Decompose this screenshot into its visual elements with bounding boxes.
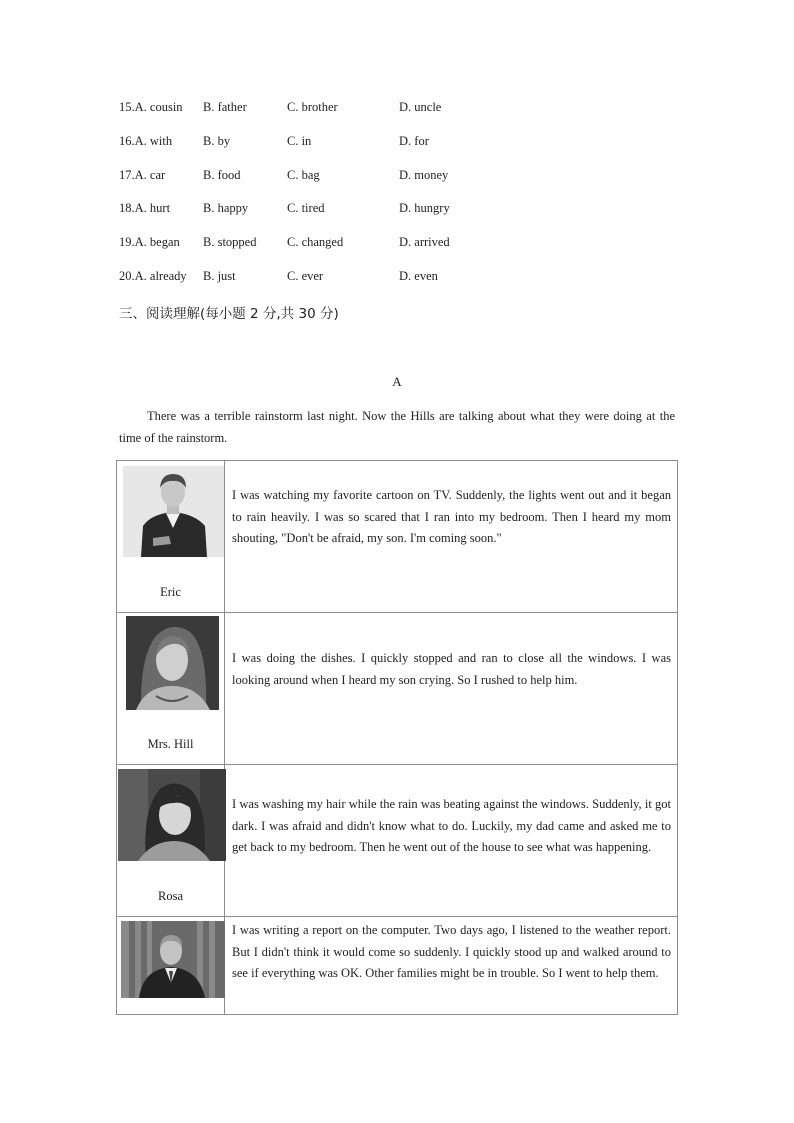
table-row bbox=[117, 461, 678, 613]
option-row-20 bbox=[119, 269, 499, 287]
option-c: C. bag bbox=[287, 168, 320, 182]
option-a: 18.A. hurt bbox=[119, 201, 171, 215]
person-name: Mrs. Hill bbox=[147, 737, 194, 751]
option-row-16 bbox=[119, 134, 499, 152]
option-b: B. happy bbox=[203, 201, 249, 215]
mr-hill-photo bbox=[121, 921, 225, 998]
photo-cell bbox=[117, 613, 225, 765]
option-a: 20.A. already bbox=[119, 269, 187, 283]
option-a: 15.A. cousin bbox=[119, 100, 183, 114]
passage-intro: There was a terrible rainstorm last night. Now the Hills are talking about what they were doing at the time of the rainstorm. bbox=[119, 409, 675, 445]
option-d: D. uncle bbox=[399, 100, 442, 114]
option-a: 17.A. car bbox=[119, 168, 166, 182]
option-b: B. food bbox=[203, 168, 241, 182]
option-row-18 bbox=[119, 201, 499, 219]
option-c: C. changed bbox=[287, 235, 344, 249]
photo-cell bbox=[117, 917, 225, 1015]
option-c: C. in bbox=[287, 134, 312, 148]
photo-cell bbox=[117, 461, 225, 613]
option-d: D. money bbox=[399, 168, 449, 182]
passage-letter: A bbox=[392, 374, 402, 389]
photo-cell bbox=[117, 765, 225, 917]
option-c: C. brother bbox=[287, 100, 338, 114]
section-title: 三、阅读理解(每小题 2 分,共 30 分) bbox=[119, 306, 339, 322]
table-row bbox=[117, 613, 678, 765]
table-row bbox=[117, 917, 678, 1015]
rosa-photo bbox=[118, 769, 226, 861]
option-d: D. hungry bbox=[399, 201, 450, 215]
option-a: 16.A. with bbox=[119, 134, 173, 148]
option-b: B. stopped bbox=[203, 235, 257, 249]
mrs-hill-photo bbox=[126, 616, 219, 710]
option-b: B. just bbox=[203, 269, 236, 283]
option-d: D. arrived bbox=[399, 235, 450, 249]
option-b: B. father bbox=[203, 100, 247, 114]
option-c: C. ever bbox=[287, 269, 324, 283]
option-b: B. by bbox=[203, 134, 231, 148]
person-name: Eric bbox=[160, 585, 181, 599]
person-statement: I was writing a report on the computer. Two days ago, I listened to the weather report. But I didn't think it would come so suddenly. I quickly stood up and walked around to see if everything was OK. Other families might be in trouble. So I went to help them. bbox=[225, 917, 678, 1015]
option-row-17 bbox=[119, 168, 499, 186]
people-table bbox=[116, 460, 678, 1015]
person-statement: I was watching my favorite cartoon on TV. Suddenly, the lights went out and it began to rain heavily. I was so scared that I ran into my bedroom. Then I heard my mom shouting, "Don't be afraid, my son. I'm coming soon." bbox=[225, 461, 678, 613]
person-name: Rosa bbox=[158, 889, 183, 903]
option-row-15 bbox=[119, 100, 499, 118]
option-row-19 bbox=[119, 235, 499, 253]
option-a: 19.A. began bbox=[119, 235, 180, 249]
option-d: D. for bbox=[399, 134, 429, 148]
option-d: D. even bbox=[399, 269, 438, 283]
person-statement: I was washing my hair while the rain was beating against the windows. Suddenly, it got dark. I was afraid and didn't know what to do. Luckily, my dad came and asked me to get back to my bedroom. Then he went out of the house to see what was happening. bbox=[225, 765, 678, 917]
person-statement: I was doing the dishes. I quickly stopped and ran to close all the windows. I was looking around when I heard my son crying. So I rushed to help him. bbox=[225, 613, 678, 765]
option-c: C. tired bbox=[287, 201, 325, 215]
table-row bbox=[117, 765, 678, 917]
eric-photo bbox=[123, 466, 224, 557]
